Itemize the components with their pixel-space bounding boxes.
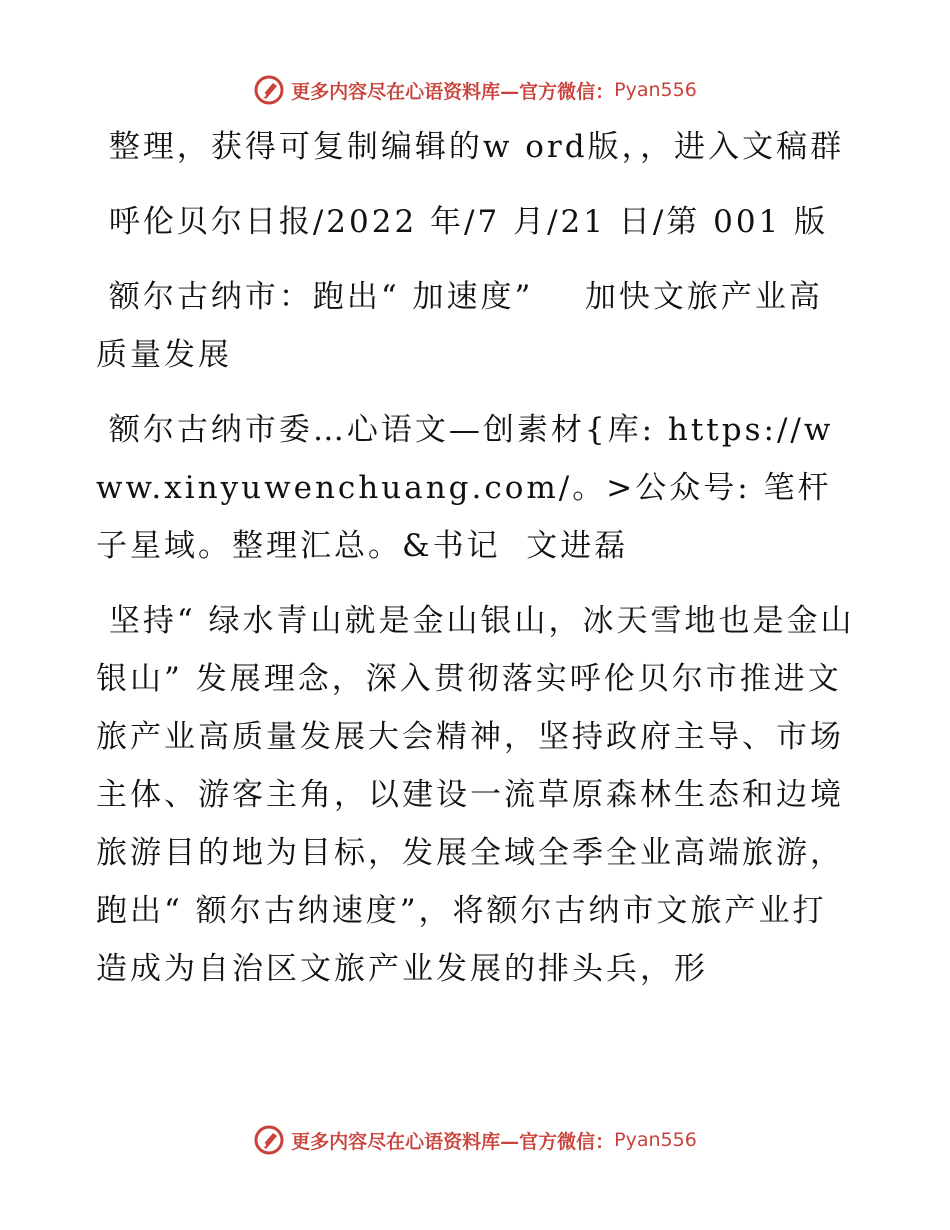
header-banner (0, 70, 950, 110)
document-body (96, 118, 856, 1015)
logo-icon (253, 74, 285, 106)
banner-wechat-id: Pyan556 (614, 1129, 697, 1151)
banner-wechat-id: Pyan556 (614, 79, 697, 101)
banner-text: 更多内容尽在心语资料库—官方微信： (291, 1130, 615, 1153)
paragraph-headline: 额尔古纳市：跑出“ 加速度” 加快文旅产业高质量发展 (96, 279, 823, 373)
paragraph-body: 坚持“ 绿水青山就是金山银山，冰天雪地也是金山银山” 发展理念，深入贯彻落实呼伦贝尔市推进文旅产业高质量发展大会精神，坚持政府主导、市场主体、游客主角，以建设一流草原森林生态和边境旅游目的地为目标，发展全域全季全业高端旅游，跑出“ 额尔古纳速度”，将额尔古纳市文旅产业打造成为自治区文旅产业发展的排头兵，形 (96, 603, 855, 987)
paragraph-source: 呼伦贝尔日报/2022 年/7 月/21 日/第 001 版 (96, 204, 829, 240)
banner-text: 更多内容尽在心语资料库—官方微信： (291, 80, 615, 103)
paragraph-author: 额尔古纳市委…心语文—创素材{库: https://www.xinyuwenchuang.com/。>公众号: 笔杆子星域。整理汇总。&书记 文进磊 (96, 412, 834, 564)
paragraph-intro: 整理，获得可复制编辑的w ord版，，进入文稿群 (96, 129, 845, 165)
logo-icon (253, 1124, 285, 1156)
footer-banner (0, 1120, 950, 1160)
